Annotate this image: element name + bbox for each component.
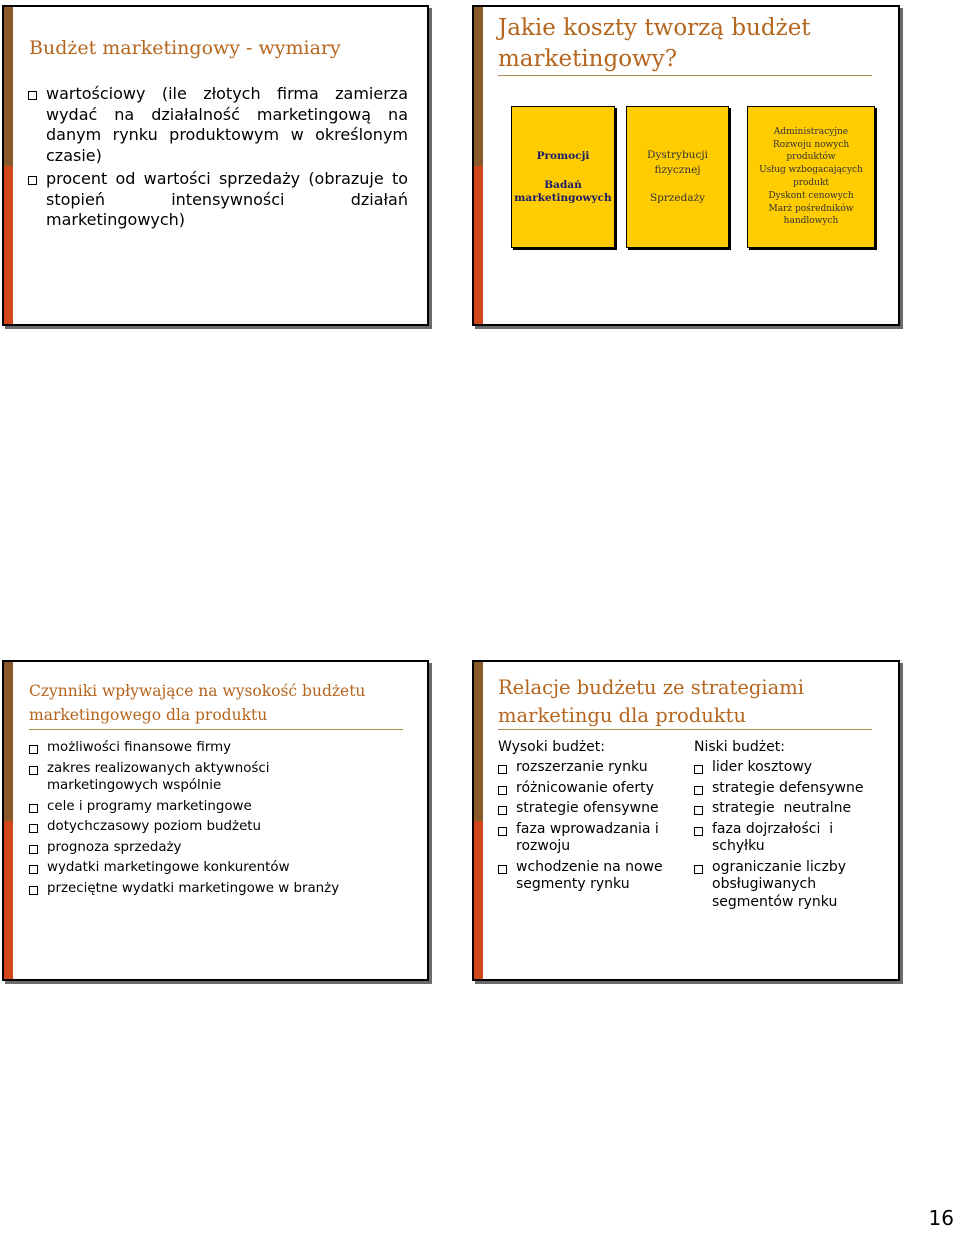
cost-label: fizycznej [654, 164, 701, 176]
square-bullet-icon [29, 845, 38, 854]
title-underline [498, 729, 872, 730]
bullet-text: możliwości finansowe firmy [47, 740, 232, 755]
bullet-item [29, 818, 409, 836]
square-bullet-icon [29, 886, 38, 895]
bullet-item [694, 759, 879, 777]
bullet-text: ograniczanie liczby obsługiwanych segmentów rynku [712, 858, 846, 910]
slide-title [498, 13, 811, 75]
bullet-item [28, 84, 408, 166]
bullet-item [28, 169, 408, 231]
cost-label: handlowych [783, 216, 839, 227]
bullet-item [694, 821, 862, 856]
cost-label: Administracyjne [773, 126, 849, 137]
bullet-text: prognoza sprzedaży [47, 839, 182, 855]
bullet-item [498, 821, 673, 856]
square-bullet-icon [29, 804, 38, 813]
square-bullet-icon [694, 865, 703, 874]
square-bullet-icon [29, 865, 38, 874]
cost-label: produktów [786, 152, 836, 163]
cost-box-administration [747, 106, 875, 248]
high-budget-heading: Wysoki budżet: [498, 739, 606, 755]
title-underline [498, 75, 872, 76]
square-bullet-icon [28, 176, 37, 185]
slide-title-line: marketingowy? [498, 46, 678, 72]
cost-label: Usług wzbogacających [759, 165, 863, 176]
square-bullet-icon [28, 91, 37, 100]
low-budget-list [694, 759, 879, 911]
square-bullet-icon [694, 765, 703, 774]
slide-title-line: Czynniki wpływające na wysokość budżetu [29, 682, 366, 700]
bullet-text: wydatki marketingowe konkurentów [47, 860, 290, 875]
slide-title-line: Relacje budżetu ze strategiami [498, 676, 804, 699]
square-bullet-icon [29, 745, 38, 754]
bullet-text: rozszerzanie rynku [516, 759, 648, 775]
slide-budget-costs [472, 5, 900, 326]
cost-box-promotion [511, 106, 615, 248]
bullet-item [694, 800, 879, 818]
slide-accent-strip [474, 662, 483, 979]
bullet-item [694, 859, 862, 912]
bullet-text: wartościowy (ile złotych firma zamierza wydać na działalność marketingową na danym rynku produktowym w określonym czasie) [46, 84, 408, 165]
square-bullet-icon [694, 827, 703, 836]
square-bullet-icon [498, 865, 507, 874]
cost-box-distribution [626, 106, 729, 248]
bullet-item [29, 880, 409, 898]
slide-title: Budżet marketingowy - wymiary [29, 37, 341, 59]
square-bullet-icon [694, 806, 703, 815]
high-budget-list [498, 759, 673, 894]
bullet-item [498, 780, 673, 798]
page-number: 16 [928, 1206, 954, 1230]
low-budget-heading: Niski budżet: [694, 739, 785, 755]
bullet-text: lider kosztowy [712, 759, 813, 775]
slide-budget-factors [2, 660, 429, 981]
bullet-item [29, 739, 409, 757]
square-bullet-icon [498, 765, 507, 774]
slide-accent-strip [4, 662, 13, 979]
cost-label: produkt [792, 178, 830, 188]
bullet-text: procent od wartości sprzedaży (obrazuje to stopień intensywności działań marketingowych) [46, 169, 408, 229]
square-bullet-icon [29, 824, 38, 833]
square-bullet-icon [498, 827, 507, 836]
cost-label: Rozwoju nowych [772, 139, 850, 150]
bullet-item [498, 759, 673, 777]
cost-label: Dyskont cenowych [768, 190, 854, 201]
bullet-item [694, 780, 879, 798]
slide-title [29, 679, 365, 727]
slide-budget-dimensions [2, 5, 429, 326]
bullet-text: przeciętne wydatki marketingowe w branży [47, 880, 340, 896]
square-bullet-icon [498, 786, 507, 795]
slide-title-line: Jakie koszty tworzą budżet [498, 15, 811, 41]
bullet-text: strategie ofensywne [516, 800, 659, 816]
cost-label: Promocji [536, 149, 590, 162]
bullet-item [29, 760, 297, 795]
square-bullet-icon [29, 766, 38, 775]
square-bullet-icon [498, 806, 507, 815]
bullet-item [498, 800, 673, 818]
cost-label: Marż pośredników [768, 203, 854, 214]
bullet-item [29, 859, 409, 877]
bullet-text: faza wprowadzania i rozwoju [516, 820, 659, 854]
bullet-item [29, 839, 409, 857]
bullet-text: wchodzenie na nowe segmenty rynku [516, 858, 663, 892]
bullet-text: strategie neutralne [712, 800, 852, 816]
slide-title-line: marketingu dla produktu [498, 704, 747, 727]
cost-label: marketingowych [514, 191, 612, 204]
square-bullet-icon [694, 786, 703, 795]
bullet-text: różnicowanie oferty [516, 779, 654, 796]
slide-budget-strategies [472, 660, 900, 981]
slide-accent-strip [4, 7, 13, 324]
bullet-item [29, 798, 409, 816]
slide-title [498, 674, 804, 730]
bullet-text: cele i programy marketingowe [47, 798, 252, 814]
bullet-text: faza dojrzałości i schyłku [712, 820, 838, 854]
bullet-text: strategie defensywne [712, 779, 864, 796]
cost-label: Dystrybucji [647, 149, 708, 161]
bullet-list [28, 84, 408, 231]
bullet-list [29, 739, 409, 897]
slide-title-line: marketingowego dla produktu [29, 706, 268, 724]
cost-label: Badań [544, 178, 582, 191]
bullet-text: dotychczasowy poziom budżetu [47, 819, 262, 834]
bullet-item [498, 859, 673, 894]
title-underline [29, 729, 403, 730]
slide-accent-strip [474, 7, 483, 324]
bullet-text: zakres realizowanych aktywności marketingowych wspólnie [47, 760, 270, 793]
cost-label: Sprzedaży [649, 192, 706, 204]
